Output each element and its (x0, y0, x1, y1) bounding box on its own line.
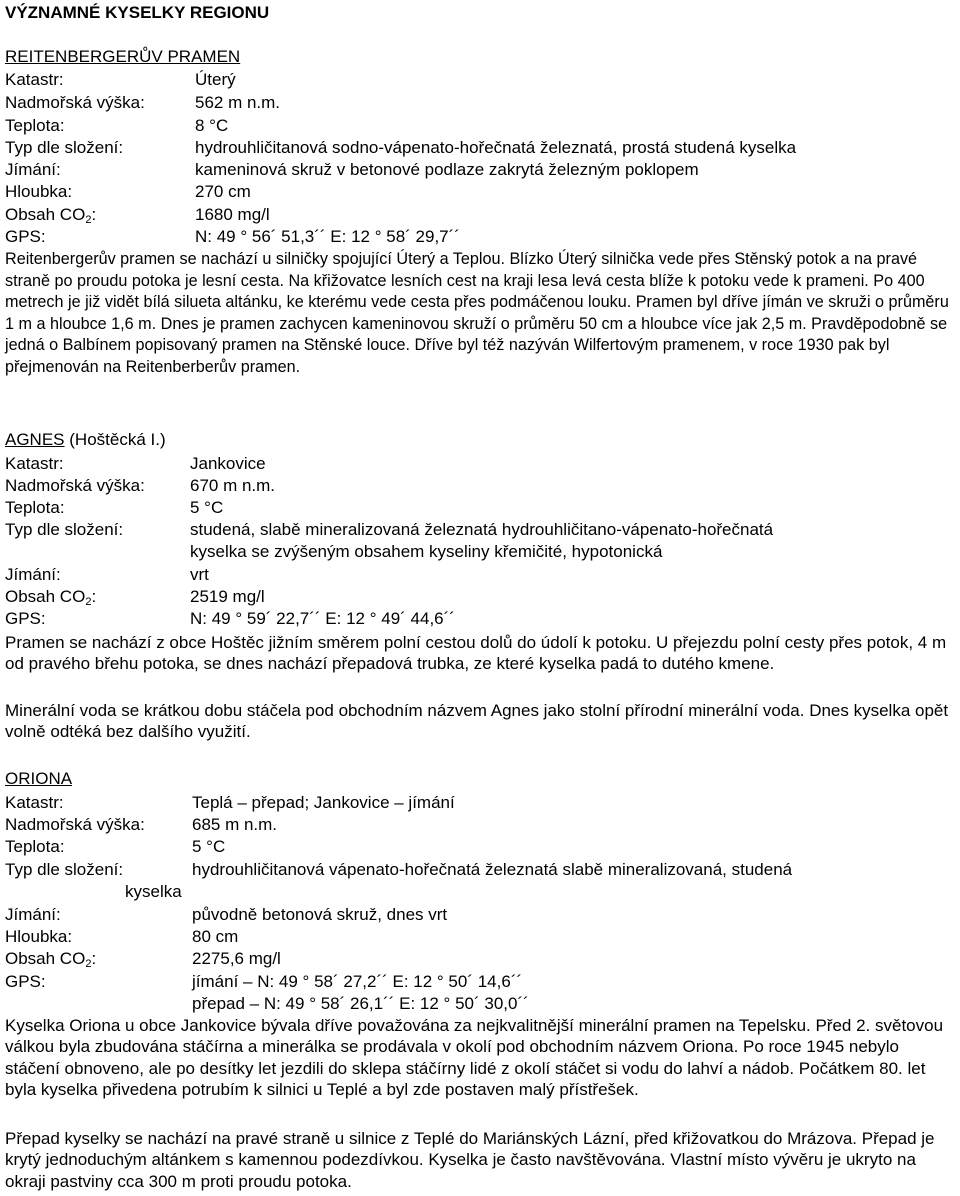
jimani-value: vrt (190, 565, 209, 584)
typ-value-line1: studená, slabě mineralizovaná železnatá hydrouhličitano-vápenato-hořečnatá (190, 520, 774, 539)
typ-label: Typ dle složení: (5, 138, 124, 157)
hloubka-value: 270 cm (195, 182, 251, 201)
vyska-label: Nadmořská výška: (5, 815, 145, 834)
spring3-heading (5, 768, 72, 789)
co2-label: Obsah $CO_2$: (5, 587, 97, 608)
hloubka-value: 80 cm (192, 927, 239, 946)
spring3-description-2: Přepad kyselky se nachází na pravé straně u silnice z Teplé do Mariánských Lázní, před křižovatkou do Mrázova. Přepad je krytý jednoduchým altánkem s kamennou podezdívkou. Kyselka je často navštěvována. Vlastní místo vývěru je ukryto na okraji pastviny cca 300 m proti proudu potoka. (5, 1129, 935, 1191)
gps-label: GPS: (5, 972, 46, 991)
teplota-label: Teplota: (5, 116, 65, 135)
jimani-label: Jímání: (5, 565, 61, 584)
spring1-name: REITENBERGERŮV PRAMEN (5, 47, 241, 66)
spring2-name-suffix: (Hoštěcká I.) (64, 430, 166, 449)
spring2-name: AGNES (5, 430, 65, 449)
jimani-label: Jímání: (5, 905, 61, 924)
vyska-value: 562 m n.m. (195, 93, 281, 112)
typ-value: hydrouhličitanová sodno-vápenato-hořečnatá železnatá, prostá studená kyselka (195, 138, 797, 157)
hloubka-label: Hloubka: (5, 182, 73, 201)
teplota-value: 5 °C (192, 837, 226, 856)
gps-value-line1: jímání – N: 49 ° 58´ 27,2´´ E: 12 ° 50´ 14,6´´ (192, 972, 523, 991)
spring2-description-1: Pramen se nachází z obce Hoštěc jižním směrem polní cestou dolů do údolí k potoku. U přejezdu polní cesty přes potok, 4 m od pravého břehu potoka, se dnes nachází přepadová trubka, ze které kyselka padá to dutého kmene. (5, 633, 947, 674)
co2-value: 1680 mg/l (195, 205, 270, 224)
co2-value: 2519 mg/l (190, 587, 265, 606)
teplota-value: 5 °C (190, 498, 224, 517)
spring1-description: Reitenbergerův pramen se nachází u silničky spojující Úterý a Teplou. Blízko Úterý silnička vede přes Stěnský potok a na pravé straně po proudu potoka je lesní cesta. Na křižovatce lesních cest na kraji lesa levá cesta blíže k potoku vede k prameni. Po 400 metrech je již vidět bílá silueta altánku, ke kterému vede cesta přes podmáčenou louku. Pramen byl dříve jímán ve skruži o průměru 1 m a hloubce 1,6 m. Dnes je pramen zachycen kameninovou skruží o průměru 50 cm a hloubce více jak 2,5 m. Pravděpodobně se jedná o Balbínem popisovaný pramen na Stěnské louce. Dříve byl též nazýván Wilfertovým pramenem, v roce 1930 pak byl přejmenován na Reitenberberův pramen. (5, 250, 949, 376)
gps-value: N: 49 ° 56´ 51,3´´ E: 12 ° 58´ 29,7´´ (195, 227, 460, 246)
katastr-label: Katastr: (5, 793, 64, 812)
spring1-heading (5, 46, 240, 67)
typ-label: Typ dle složení: (5, 860, 124, 879)
katastr-label: Katastr: (5, 454, 64, 473)
vyska-value: 670 m n.m. (190, 476, 276, 495)
teplota-label: Teplota: (5, 837, 65, 856)
spring3-name: ORIONA (5, 769, 73, 788)
spring3-description-1: Kyselka Oriona u obce Jankovice bývala dříve považována za nejkvalitnější minerální pramen na Tepelsku. Před 2. světovou válkou byla zbudována stáčírna a minerálka se prodávala v okolí pod obchodním názvem Oriona. Po roce 1945 nebylo stáčení obnoveno, ale po desítky let jezdili do sklepa stáčírny lidé z okolí stáčet si vodu do lahví a nádob. Počátkem 80. let byla kyselka přivedena potrubím k silnici u Teplé a byl zde postaven malý přístřešek. (5, 1016, 944, 1100)
co2-label: Obsah $CO_2$: (5, 205, 97, 226)
hloubka-label: Hloubka: (5, 927, 73, 946)
typ-value-line2: kyselka (125, 882, 182, 901)
katastr-value: Teplá – přepad; Jankovice – jímání (192, 793, 455, 812)
typ-value-line2: kyselka se zvýšeným obsahem kyseliny křemičité, hypotonická (190, 542, 663, 561)
co2-value: 2275,6 mg/l (192, 949, 281, 968)
teplota-value: 8 °C (195, 116, 229, 135)
jimani-value: kameninová skruž v betonové podlaze zakrytá železným poklopem (195, 160, 699, 179)
gps-value: N: 49 ° 59´ 22,7´´ E: 12 ° 49´ 44,6´´ (190, 609, 455, 628)
vyska-value: 685 m n.m. (192, 815, 278, 834)
gps-label: GPS: (5, 609, 46, 628)
katastr-value: Jankovice (190, 454, 266, 473)
spring2-heading (5, 429, 166, 450)
katastr-label: Katastr: (5, 70, 64, 89)
vyska-label: Nadmořská výška: (5, 93, 145, 112)
document-title: VÝZNAMNÉ KYSELKY REGIONU (5, 3, 270, 22)
gps-value-line2: přepad – N: 49 ° 58´ 26,1´´ E: 12 ° 50´ 30,0´´ (192, 994, 529, 1013)
typ-value-line1: hydrouhličitanová vápenato-hořečnatá železnatá slabě mineralizovaná, studená (192, 860, 793, 879)
jimani-value: původně betonová skruž, dnes vrt (192, 905, 448, 924)
gps-label: GPS: (5, 227, 46, 246)
teplota-label: Teplota: (5, 498, 65, 517)
jimani-label: Jímání: (5, 160, 61, 179)
typ-label: Typ dle složení: (5, 520, 124, 539)
vyska-label: Nadmořská výška: (5, 476, 145, 495)
katastr-value: Úterý (195, 70, 236, 89)
co2-label: Obsah $CO_2$: (5, 949, 97, 970)
spring2-description-2: Minerální voda se krátkou dobu stáčela pod obchodním názvem Agnes jako stolní přírodní minerální voda. Dnes kyselka opět volně odtéká bez dalšího využití. (5, 701, 949, 742)
